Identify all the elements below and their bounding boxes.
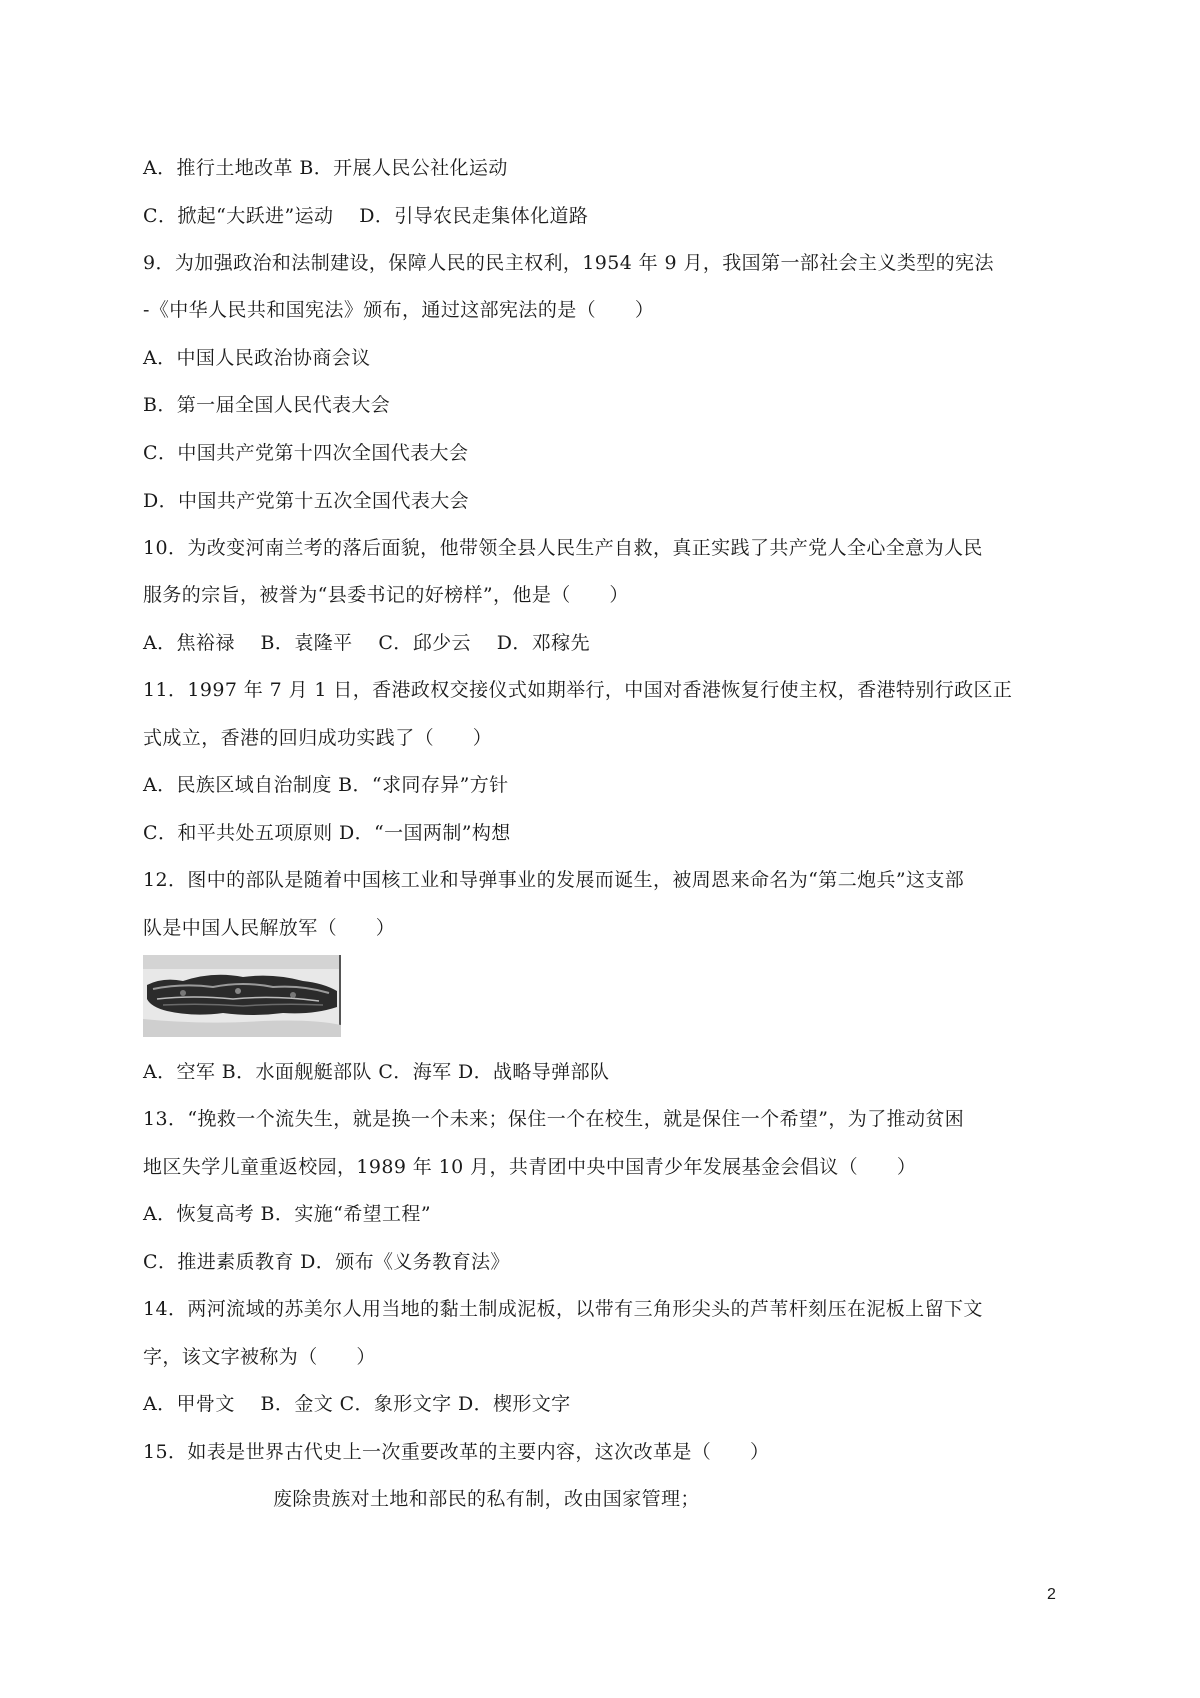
line-14: C．和平共处五项原则 D．“一国两制”构想 xyxy=(143,822,511,844)
line-11: 11．1997 年 7 月 1 日，香港政权交接仪式如期举行，中国对香港恢复行使主权，香港特别行政区正 xyxy=(143,679,1013,701)
line-15: 12．图中的部队是随着中国核工业和导弹事业的发展而诞生，被周恩来命名为“第二炮兵”这支部 xyxy=(143,869,965,891)
line-12: 式成立，香港的回归成功实践了（ ） xyxy=(143,727,493,749)
line-25: 15．如表是世界古代史上一次重要改革的主要内容，这次改革是（ ） xyxy=(143,1441,770,1463)
line-4: A．中国人民政治协商会议 xyxy=(143,347,371,369)
missile-troop-photo xyxy=(143,955,341,1037)
line-9: 服务的宗旨，被誉为“县委书记的好榜样”，他是（ ） xyxy=(143,584,629,606)
line-22: 14．两河流域的苏美尔人用当地的黏土制成泥板，以带有三角形尖头的芦苇杆刻压在泥板上留下文 xyxy=(143,1298,983,1320)
line-23: 字，该文字被称为（ ） xyxy=(143,1346,376,1368)
line-18: 13．“挽救一个流失生，就是换一个未来；保住一个在校生，就是保住一个希望”，为了推动贫困 xyxy=(143,1108,965,1130)
line-24: A．甲骨文 B．金文 C．象形文字 D．楔形文字 xyxy=(143,1393,571,1415)
line-3: -《中华人民共和国宪法》颁布，通过这部宪法的是（ ） xyxy=(143,299,655,321)
line-17: A．空军 B．水面舰艇部队 C．海军 D．战略导弹部队 xyxy=(143,1061,610,1083)
line-7: D．中国共产党第十五次全国代表大会 xyxy=(143,490,470,512)
line-16: 队是中国人民解放军（ ） xyxy=(143,917,396,939)
line-2: 9．为加强政治和法制建设，保障人民的民主权利，1954 年 9 月，我国第一部社会主义类型的宪法 xyxy=(143,252,994,274)
line-0: A．推行土地改革 B．开展人民公社化运动 xyxy=(143,157,508,179)
line-1: C．掀起“大跃进”运动 D．引导农民走集体化道路 xyxy=(143,205,589,227)
line-8: 10．为改变河南兰考的落后面貌，他带领全县人民生产自救，真正实践了共产党人全心全意为人民 xyxy=(143,537,983,559)
line-6: C．中国共产党第十四次全国代表大会 xyxy=(143,442,469,464)
line-21: C．推进素质教育 D．颁布《义务教育法》 xyxy=(143,1251,510,1273)
page-number: 2 xyxy=(1047,1586,1056,1603)
line-5: B．第一届全国人民代表大会 xyxy=(143,394,391,416)
line-10: A．焦裕禄 B．袁隆平 C．邱少云 D．邓稼先 xyxy=(143,632,590,654)
line-13: A．民族区域自治制度 B．“求同存异”方针 xyxy=(143,774,509,796)
line-19: 地区失学儿童重返校园，1989 年 10 月，共青团中央中国青少年发展基金会倡议（ ） xyxy=(143,1156,917,1178)
line-26: 废除贵族对土地和部民的私有制，改由国家管理； xyxy=(273,1488,700,1510)
line-20: A．恢复高考 B．实施“希望工程” xyxy=(143,1203,431,1225)
